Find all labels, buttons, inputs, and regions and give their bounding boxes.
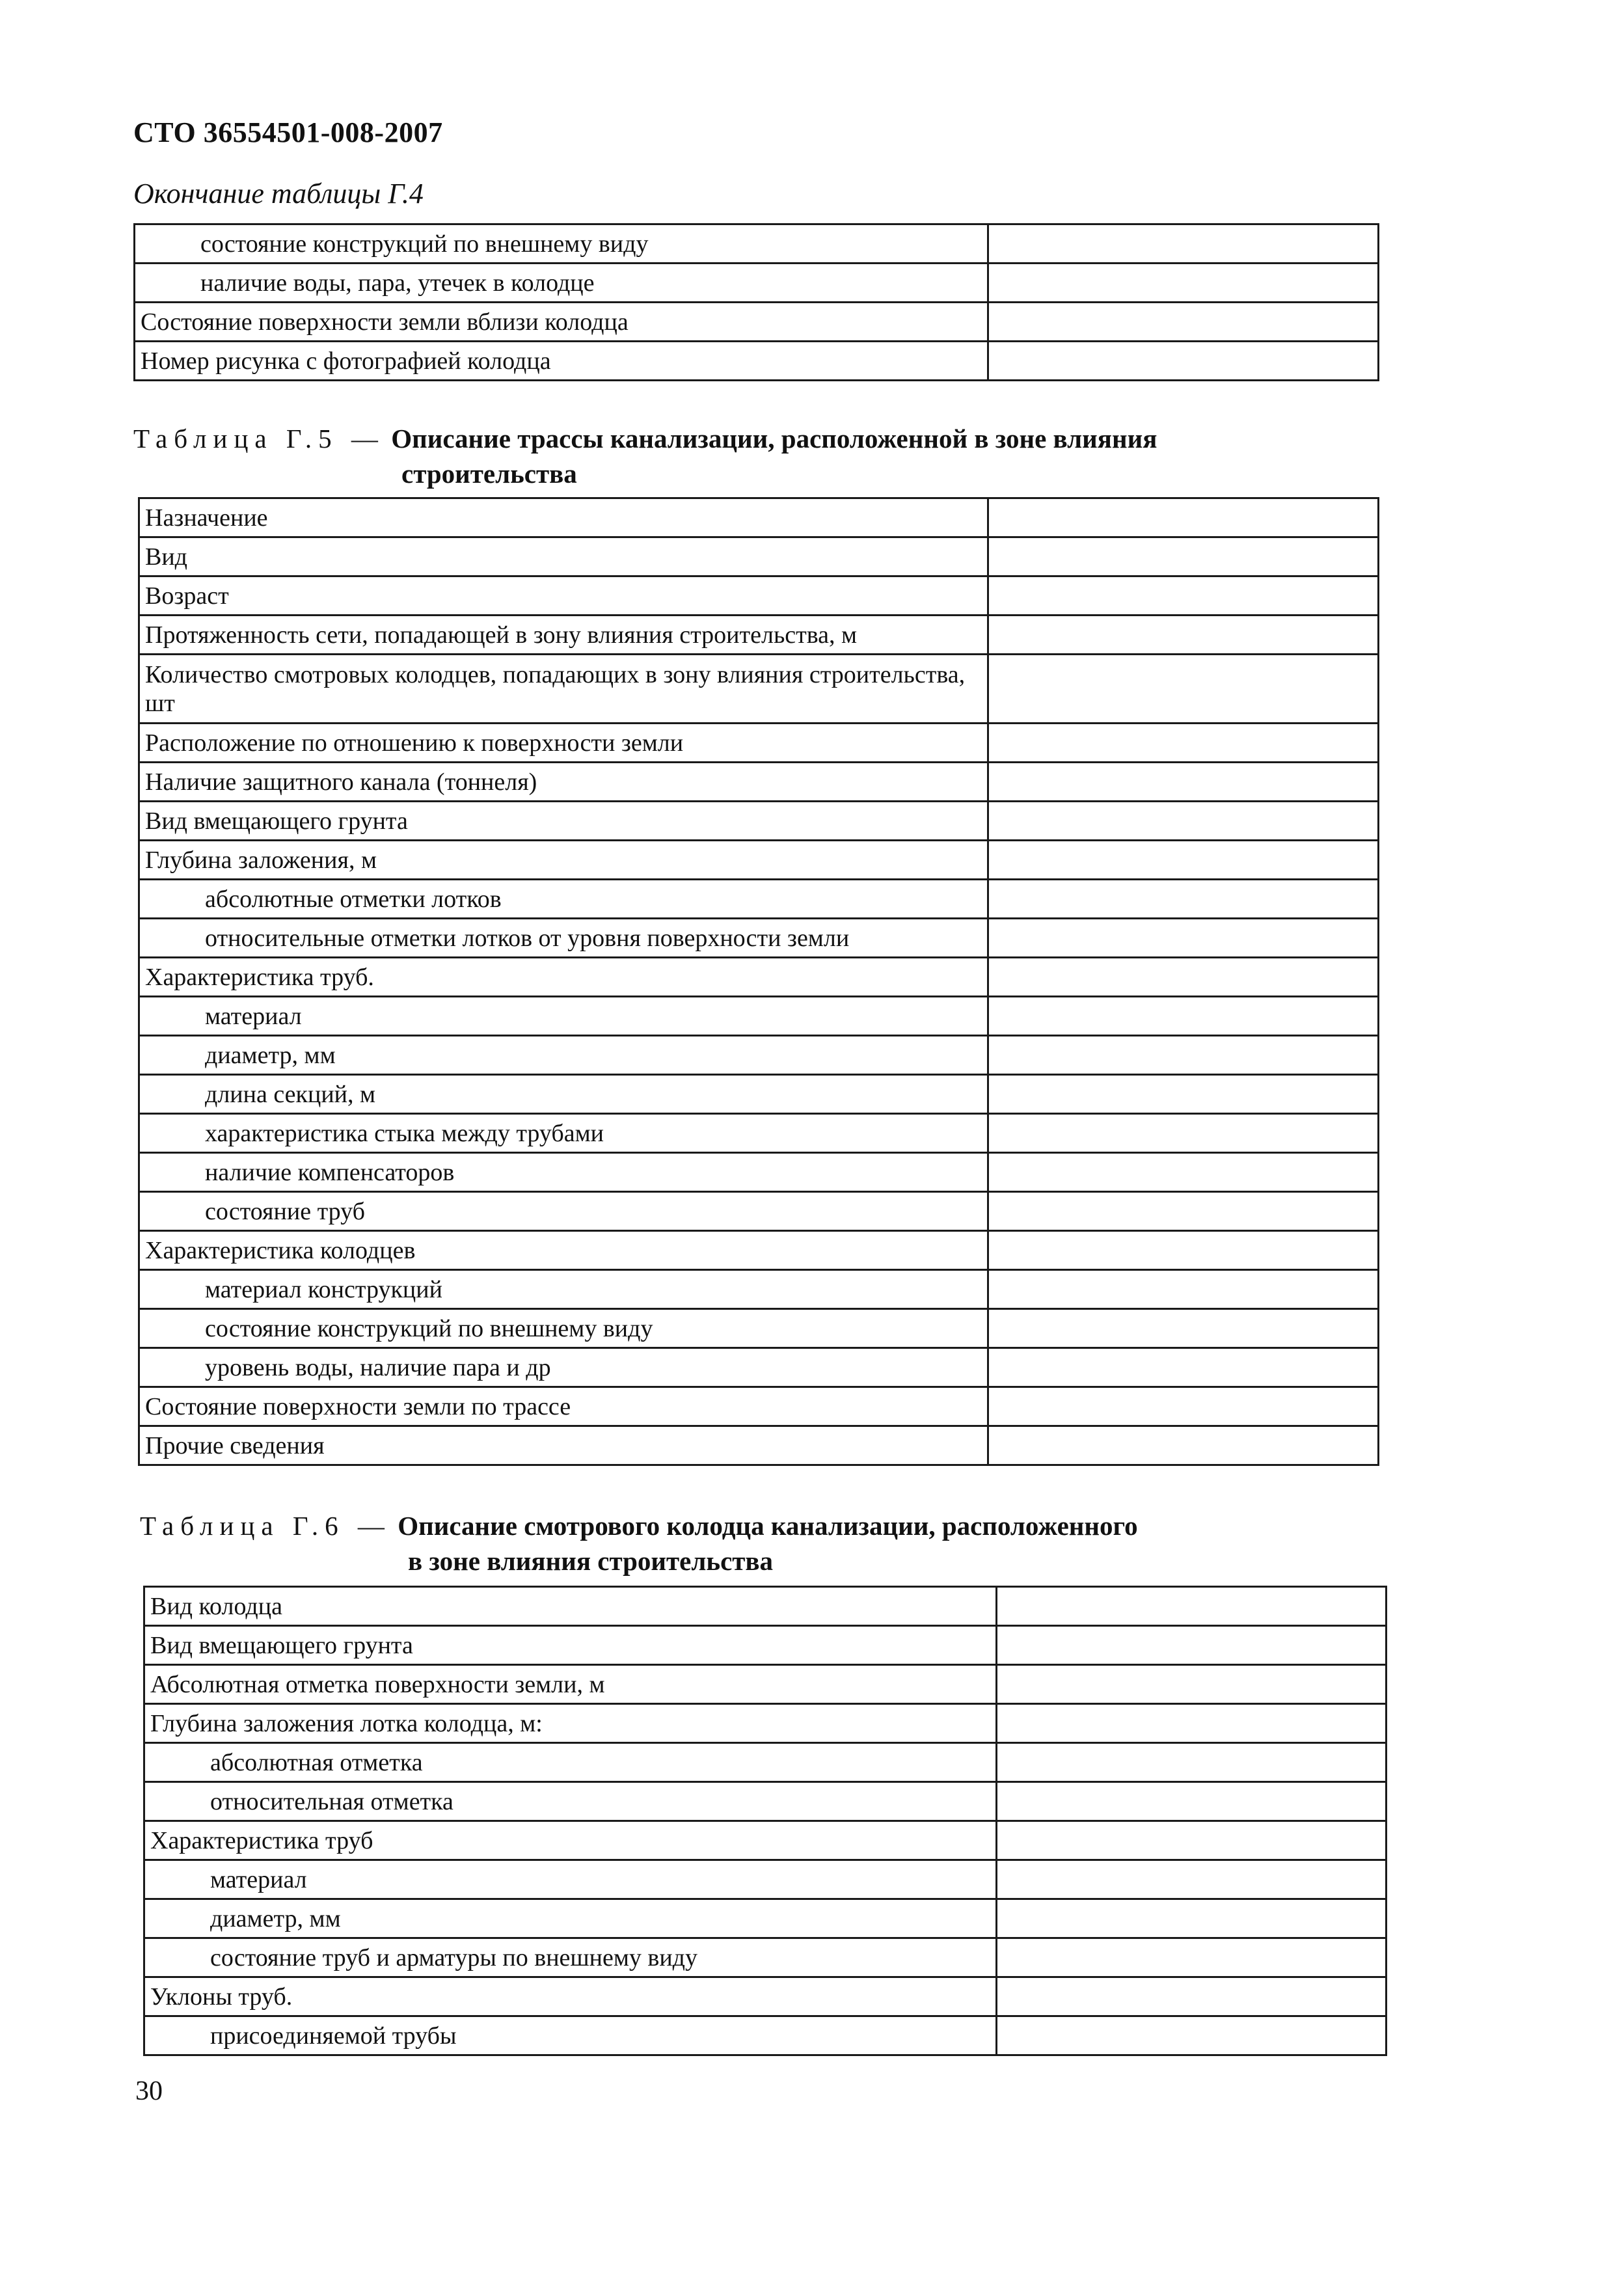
row-label: Характеристика труб — [144, 1821, 997, 1860]
table-g5-title: Описание трассы канализации, расположенной в зоне влияния — [391, 424, 1157, 454]
row-label: Характеристика колодцев — [139, 1231, 988, 1270]
table-row — [139, 1387, 1379, 1426]
row-label: относительные отметки лотков от уровня поверхности земли — [139, 919, 988, 958]
row-label: состояние труб и арматуры по внешнему виду — [144, 1938, 997, 1977]
row-label: материал конструкций — [139, 1270, 988, 1309]
row-label: Наличие защитного канала (тоннеля) — [139, 763, 988, 802]
row-label: Вид вмещающего грунта — [139, 802, 988, 841]
row-label: Глубина заложения, м — [139, 841, 988, 880]
row-label: абсолютные отметки лотков — [139, 880, 988, 919]
row-label: наличие компенсаторов — [139, 1153, 988, 1192]
table-row — [139, 537, 1379, 576]
row-value-cell — [988, 1231, 1379, 1270]
row-label: Состояние поверхности земли по трассе — [139, 1387, 988, 1426]
row-value-cell — [988, 1114, 1379, 1153]
row-value-cell — [997, 1665, 1387, 1704]
table-row — [139, 1114, 1379, 1153]
row-value-cell — [988, 763, 1379, 802]
row-label: Вид вмещающего грунта — [144, 1626, 997, 1665]
row-value-cell — [997, 1743, 1387, 1782]
table-row — [144, 1665, 1387, 1704]
table-row — [139, 1075, 1379, 1114]
row-label: Протяженность сети, попадающей в зону влияния строительства, м — [139, 616, 988, 655]
row-value-cell — [988, 1075, 1379, 1114]
row-label: материал — [139, 997, 988, 1036]
row-value-cell — [988, 1348, 1379, 1387]
table-g6-label: Таблица Г.6 — — [140, 1511, 391, 1541]
row-value-cell — [988, 1387, 1379, 1426]
row-label: уровень воды, наличие пара и др — [139, 1348, 988, 1387]
table-row — [139, 655, 1379, 724]
row-value-cell — [997, 2016, 1387, 2055]
row-label: длина секций, м — [139, 1075, 988, 1114]
row-value-cell — [988, 537, 1379, 576]
row-value-cell — [988, 655, 1379, 724]
row-value-cell — [988, 880, 1379, 919]
table-g5-title-line2: строительства — [401, 459, 577, 489]
row-label: Состояние поверхности земли вблизи колодца — [135, 303, 988, 342]
table-row — [144, 1977, 1387, 2016]
table-row — [144, 1743, 1387, 1782]
table-g5 — [138, 497, 1379, 1466]
row-label: Уклоны труб. — [144, 1977, 997, 2016]
row-value-cell — [988, 616, 1379, 655]
row-value-cell — [988, 576, 1379, 616]
row-value-cell — [997, 1977, 1387, 2016]
table-row — [139, 919, 1379, 958]
row-label: Расположение по отношению к поверхности земли — [139, 724, 988, 763]
table-row — [139, 1036, 1379, 1075]
row-value-cell — [988, 1036, 1379, 1075]
row-label: состояние труб — [139, 1192, 988, 1231]
table-row — [135, 303, 1379, 342]
row-value-cell — [988, 802, 1379, 841]
table-row — [139, 997, 1379, 1036]
row-label: абсолютная отметка — [144, 1743, 997, 1782]
row-value-cell — [997, 1860, 1387, 1899]
table-row — [139, 1426, 1379, 1465]
row-label: Назначение — [139, 498, 988, 537]
table-g6-title-line2: в зоне влияния строительства — [408, 1546, 774, 1576]
row-label: Возраст — [139, 576, 988, 616]
row-value-cell — [988, 342, 1379, 381]
table-row — [144, 1821, 1387, 1860]
row-value-cell — [997, 1587, 1387, 1626]
row-value-cell — [988, 958, 1379, 997]
row-value-cell — [988, 264, 1379, 303]
page-number: 30 — [135, 2076, 163, 2106]
table-row — [139, 841, 1379, 880]
row-value-cell — [997, 1704, 1387, 1743]
row-value-cell — [997, 1626, 1387, 1665]
row-value-cell — [997, 1899, 1387, 1938]
document-code: СТО 36554501-008-2007 — [133, 116, 443, 148]
table-row — [139, 880, 1379, 919]
table-g5-label: Таблица Г.5 — — [133, 424, 385, 454]
row-label: наличие воды, пара, утечек в колодце — [135, 264, 988, 303]
row-label: Номер рисунка с фотографией колодца — [135, 342, 988, 381]
table-row — [139, 616, 1379, 655]
row-label: присоединяемой трубы — [144, 2016, 997, 2055]
table-g4 — [133, 223, 1379, 381]
table-row — [139, 763, 1379, 802]
row-label: Количество смотровых колодцев, попадающих в зону влияния строительства, шт — [139, 655, 988, 724]
table-row — [144, 1782, 1387, 1821]
row-label: Характеристика труб. — [139, 958, 988, 997]
row-value-cell — [988, 919, 1379, 958]
table-row — [144, 1938, 1387, 1977]
table-row — [139, 1153, 1379, 1192]
table-row — [139, 1270, 1379, 1309]
table-row — [139, 1309, 1379, 1348]
table-row — [144, 1626, 1387, 1665]
row-label: диаметр, мм — [144, 1899, 997, 1938]
table-row — [135, 342, 1379, 381]
row-label: материал — [144, 1860, 997, 1899]
table-row — [135, 264, 1379, 303]
row-value-cell — [988, 997, 1379, 1036]
table-continuation-caption: Окончание таблицы Г.4 — [133, 178, 424, 210]
table-g6 — [143, 1586, 1387, 2056]
table-row — [144, 1704, 1387, 1743]
table-row — [139, 498, 1379, 537]
table-row — [139, 1192, 1379, 1231]
row-value-cell — [988, 498, 1379, 537]
row-label: диаметр, мм — [139, 1036, 988, 1075]
table-row — [139, 802, 1379, 841]
row-label: относительная отметка — [144, 1782, 997, 1821]
table-row — [139, 1348, 1379, 1387]
row-label: характеристика стыка между трубами — [139, 1114, 988, 1153]
table-row — [139, 958, 1379, 997]
table-row — [144, 1860, 1387, 1899]
row-label: Абсолютная отметка поверхности земли, м — [144, 1665, 997, 1704]
row-value-cell — [988, 1309, 1379, 1348]
row-value-cell — [988, 1153, 1379, 1192]
row-value-cell — [997, 1938, 1387, 1977]
row-value-cell — [988, 1426, 1379, 1465]
table-row — [144, 2016, 1387, 2055]
row-value-cell — [988, 303, 1379, 342]
row-label: состояние конструкций по внешнему виду — [139, 1309, 988, 1348]
table-row — [139, 724, 1379, 763]
row-label: Глубина заложения лотка колодца, м: — [144, 1704, 997, 1743]
row-value-cell — [988, 224, 1379, 264]
table-row — [139, 1231, 1379, 1270]
row-value-cell — [988, 1270, 1379, 1309]
table-row — [135, 224, 1379, 264]
row-value-cell — [997, 1821, 1387, 1860]
table-g6-caption — [140, 1508, 1138, 1578]
row-value-cell — [988, 841, 1379, 880]
table-g5-caption — [133, 421, 1157, 491]
row-label: Вид — [139, 537, 988, 576]
row-label: Прочие сведения — [139, 1426, 988, 1465]
row-value-cell — [997, 1782, 1387, 1821]
row-value-cell — [988, 1192, 1379, 1231]
row-label: состояние конструкций по внешнему виду — [135, 224, 988, 264]
table-g6-title: Описание смотрового колодца канализации, расположенного — [398, 1511, 1138, 1541]
table-row — [144, 1587, 1387, 1626]
row-label: Вид колодца — [144, 1587, 997, 1626]
row-value-cell — [988, 724, 1379, 763]
table-row — [139, 576, 1379, 616]
table-row — [144, 1899, 1387, 1938]
